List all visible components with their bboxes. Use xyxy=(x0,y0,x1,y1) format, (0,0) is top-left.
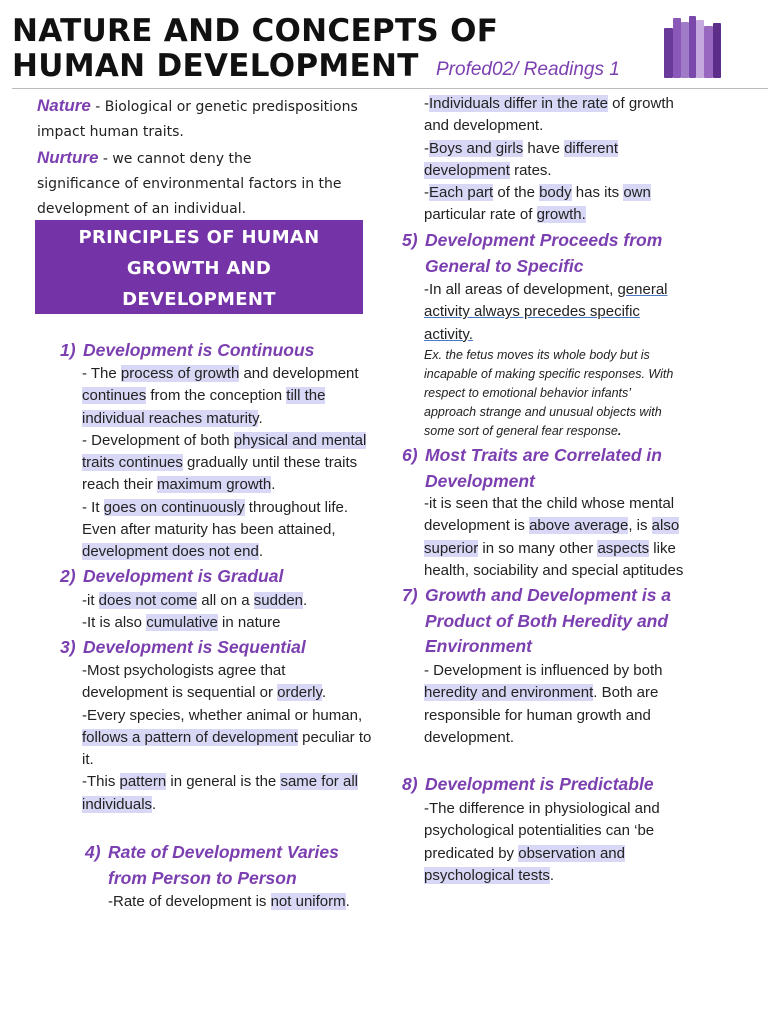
principles-banner: PRINCIPLES OF HUMAN GROWTH AND DEVELOPMENT xyxy=(35,220,363,314)
subtitle: Profed02/ Readings 1 xyxy=(436,59,620,80)
principle-6-body: -it is seen that the child whose mental development is above average, is also superior in so many other aspects like health, sociability and special aptitudes xyxy=(424,495,684,579)
nature-definition: Nature - Biological or genetic predispositions impact human traits. xyxy=(37,96,358,140)
principle-7-heading: 7) Growth and Development is a Product of Both Heredity and Environment xyxy=(402,585,672,656)
principle-4-continued: -Individuals differ in the rate of growth and development. -Boys and girls have different development rates. -Each part of the body has its own particular rate of growth. xyxy=(424,95,674,224)
principle-2-body: -it does not come all on a sudden. -It is also cumulative in nature xyxy=(82,592,308,632)
principle-3-body: -Most psychologists agree that development is sequential or orderly. -Every species, whether animal or human, follows a pattern of development peculiar to it. -This pattern in general is the same for all individuals. xyxy=(82,662,372,813)
principle-6-heading: 6) Most Traits are Correlated in Development xyxy=(402,445,662,491)
title-line-1: NATURE AND CONCEPTS OF xyxy=(12,13,499,49)
principle-7-body: - Development is influenced by both heredity and environment. Both are responsible for human growth and development. xyxy=(424,662,663,746)
page-title xyxy=(12,14,498,84)
nurture-definition: Nurture - we cannot deny the significance of environmental factors in the development of an individual. xyxy=(37,148,342,217)
principle-4-body: -Rate of development is not uniform. xyxy=(108,893,350,910)
nurture-term: Nurture xyxy=(37,148,99,167)
nature-term: Nature xyxy=(37,96,91,115)
principle-5-example: Ex. the fetus moves its whole body but is incapable of making specific responses. With respect to emotional behavior infants’ approach strange and unusual objects with some sort of general fear response. xyxy=(424,348,674,438)
principle-4-heading: 4) Rate of Development Varies from Person to Person xyxy=(85,842,339,888)
books-icon xyxy=(664,14,724,78)
principle-5-heading: 5) Development Proceeds from General to Specific xyxy=(402,230,663,276)
principle-5-body: -In all areas of development, general activity always precedes specific activity. xyxy=(424,281,668,343)
principle-3-heading: 3) Development is Sequential xyxy=(60,637,306,657)
principle-8-heading: 8) Development is Predictable xyxy=(402,774,654,794)
title-line-2: HUMAN DEVELOPMENT xyxy=(12,48,419,84)
principle-8-body: -The difference in physiological and psychological potentialities can ‘be predicated by observation and psychological tests. xyxy=(424,800,660,884)
principle-1-body: - The process of growth and development continues from the conception till the individual reaches maturity. - Development of both physical and mental traits continues gradually until these traits reach their maximum growth. - It goes on continuously throughout life. Even after maturity has been attained, development does not end. xyxy=(82,365,367,561)
header-divider xyxy=(12,88,768,89)
principle-2-heading: 2) Development is Gradual xyxy=(60,566,284,586)
principle-1-heading: 1) Development is Continuous xyxy=(60,340,315,360)
